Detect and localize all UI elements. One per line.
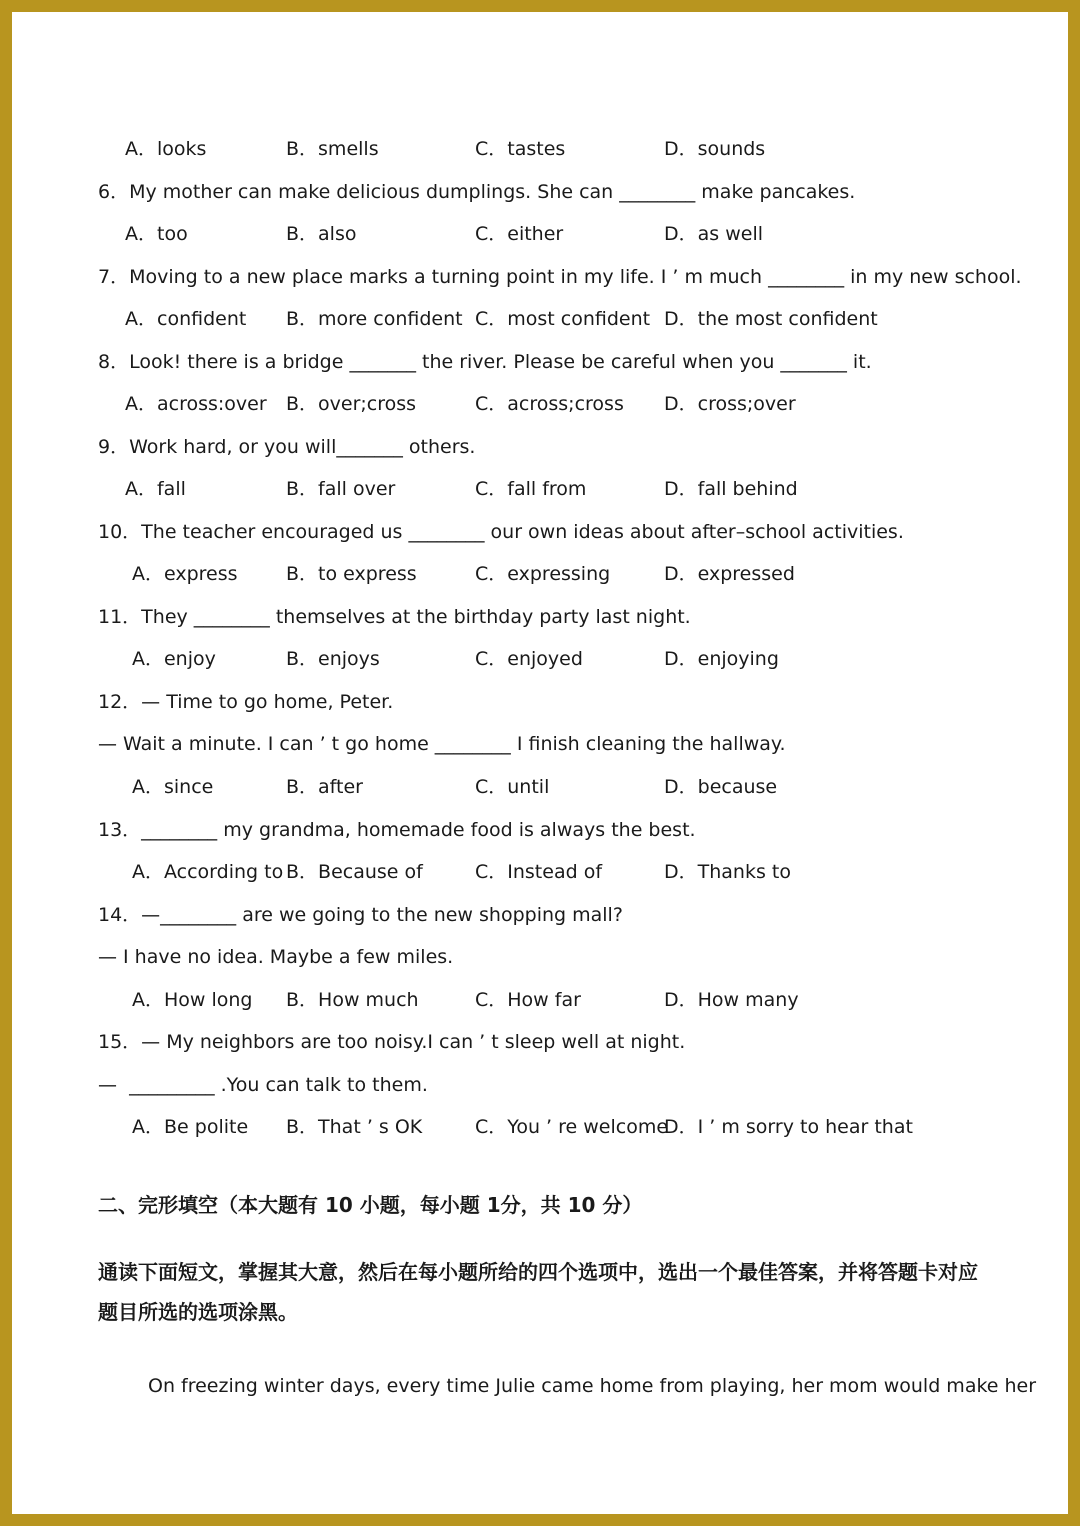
q11-option-b: B．enjoys: [286, 648, 380, 670]
q13-option-d: D．Thanks to: [664, 861, 791, 883]
q14-option-c: C．How far: [475, 989, 581, 1011]
q5-option-a: A．looks: [125, 138, 207, 160]
q9-option-a: A．fall: [125, 478, 186, 500]
q12-stem: 12．— Time to go home, Peter.: [98, 691, 394, 713]
q5-option-c: C．tastes: [475, 138, 566, 160]
q15-option-c: C．You ’ re welcome: [475, 1116, 669, 1138]
q15-option-d: D．I ’ m sorry to hear that: [664, 1116, 913, 1138]
q8-stem: 8．Look! there is a bridge _______ the river. Please be careful when you _______ it.: [98, 351, 872, 373]
q15-stem-reply: — _________ .You can talk to them.: [98, 1074, 428, 1096]
q10-option-c: C．expressing: [475, 563, 611, 585]
q11-option-a: A．enjoy: [132, 648, 216, 670]
passage-first-line: On freezing winter days, every time Julie came home from playing, her mom would make her: [148, 1375, 1037, 1397]
q14-stem-reply: — I have no idea. Maybe a few miles.: [98, 946, 454, 968]
q11-stem: 11．They ________ themselves at the birthday party last night.: [98, 606, 691, 628]
q5-option-d: D．sounds: [664, 138, 766, 160]
q12-option-d: D．because: [664, 776, 778, 798]
q6-option-a: A．too: [125, 223, 188, 245]
q10-option-b: B．to express: [286, 563, 417, 585]
q12-stem-reply: — Wait a minute. I can ’ t go home ________ I finish cleaning the hallway.: [98, 733, 786, 755]
q6-stem: 6．My mother can make delicious dumplings. She can ________ make pancakes.: [98, 181, 856, 203]
q8-option-c: C．across;cross: [475, 393, 624, 415]
q12-option-a: A．since: [132, 776, 214, 798]
q11-option-d: D．enjoying: [664, 648, 779, 670]
section2-heading: 二、完形填空（本大题有 10 小题，每小题 1分，共 10 分）: [98, 1193, 643, 1217]
q15-stem: 15．— My neighbors are too noisy.I can ’ t sleep well at night.: [98, 1031, 686, 1053]
q10-stem: 10．The teacher encouraged us ________ our own ideas about after–school activities.: [98, 521, 904, 543]
q6-option-b: B．also: [286, 223, 357, 245]
q15-option-b: B．That ’ s OK: [286, 1116, 423, 1138]
q13-option-a: A．According to: [132, 861, 284, 883]
q14-option-b: B．How much: [286, 989, 419, 1011]
q13-option-c: C．Instead of: [475, 861, 603, 883]
q14-option-d: D．How many: [664, 989, 799, 1011]
q6-option-c: C．either: [475, 223, 564, 245]
q7-option-a: A．confident: [125, 308, 247, 330]
section2-instruction: 通读下面短文，掌握其大意，然后在每小题所给的四个选项中，选出一个最佳答案，并将答题卡对应题目所选的选项涂黑。: [98, 1260, 978, 1324]
q12-option-b: B．after: [286, 776, 363, 798]
q6-option-d: D．as well: [664, 223, 763, 245]
q9-option-c: C．fall from: [475, 478, 587, 500]
q7-option-c: C．most confident: [475, 308, 651, 330]
q14-stem: 14．—________ are we going to the new shopping mall?: [98, 904, 623, 926]
q10-option-a: A．express: [132, 563, 238, 585]
q13-stem: 13．________ my grandma, homemade food is always the best.: [98, 819, 696, 841]
q8-option-b: B．over;cross: [286, 393, 417, 415]
q8-option-d: D．cross;over: [664, 393, 796, 415]
q7-option-d: D．the most confident: [664, 308, 878, 330]
q14-option-a: A．How long: [132, 989, 253, 1011]
q7-option-b: B．more confident: [286, 308, 463, 330]
q7-stem: 7．Moving to a new place marks a turning point in my life. I ’ m much ________ in my new school.: [98, 266, 1022, 288]
q11-option-c: C．enjoyed: [475, 648, 583, 670]
q12-option-c: C．until: [475, 776, 550, 798]
q9-option-d: D．fall behind: [664, 478, 798, 500]
q5-option-b: B．smells: [286, 138, 379, 160]
q10-option-d: D．expressed: [664, 563, 795, 585]
q15-option-a: A．Be polite: [132, 1116, 249, 1138]
q13-option-b: B．Because of: [286, 861, 423, 883]
q8-option-a: A．across:over: [125, 393, 267, 415]
q9-stem: 9．Work hard, or you will_______ others.: [98, 436, 476, 458]
page-sheet: [12, 12, 1068, 1514]
q9-option-b: B．fall over: [286, 478, 396, 500]
